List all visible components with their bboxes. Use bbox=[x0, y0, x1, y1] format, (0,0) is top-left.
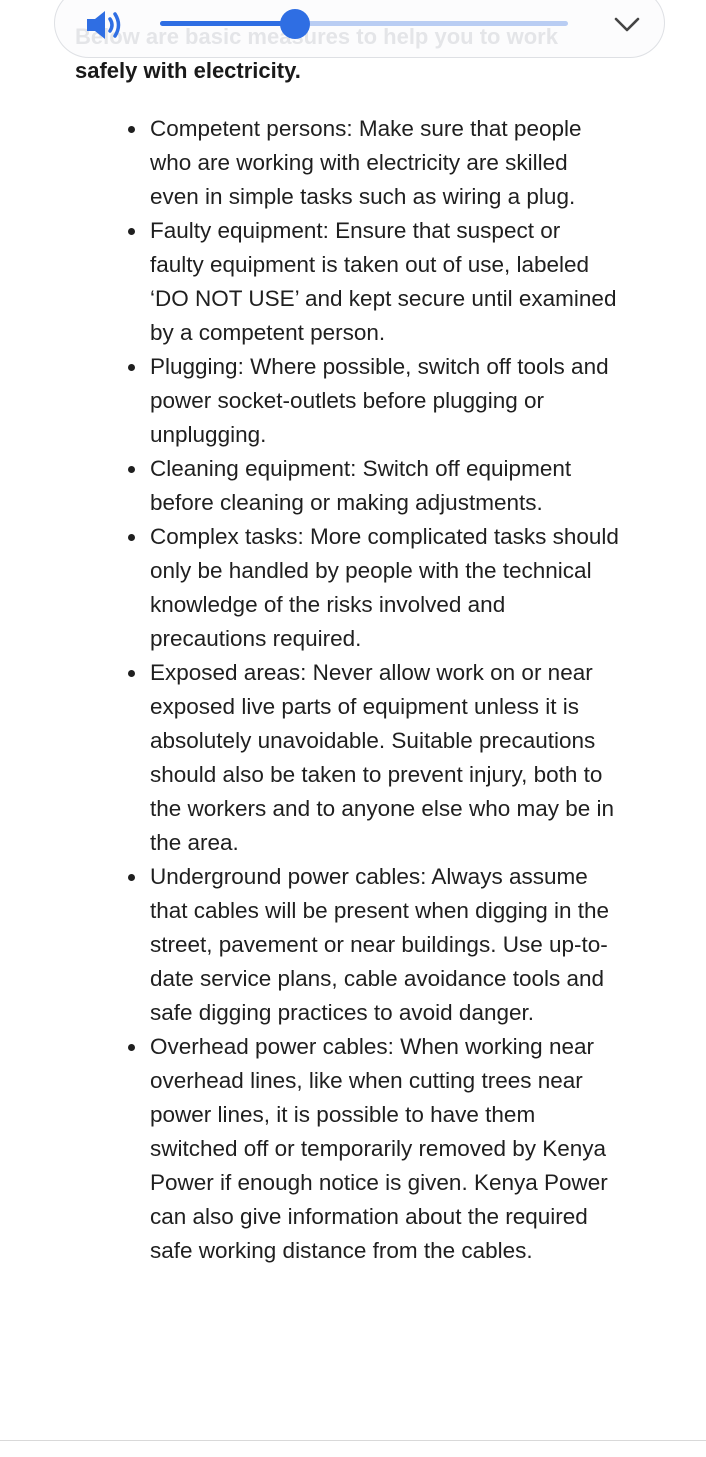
bottom-divider bbox=[0, 1440, 706, 1441]
list-item-faulty-equipment: Faulty equipment: Ensure that suspect or faulty equipment is taken out of use, labeled ‘DO NOT USE’ and kept secure until examined by a competent person. bbox=[150, 214, 620, 350]
list-item-complex-tasks: Complex tasks: More complicated tasks should only be handled by people with the technical knowledge of the risks involved and precautions required. bbox=[150, 520, 620, 656]
list-item-underground-cables: Underground power cables: Always assume that cables will be present when digging in the street, pavement or near buildings. Use up-to-date service plans, cable avoidance tools and safe digging practices to avoid danger. bbox=[150, 860, 620, 1030]
list-item-plugging: Plugging: Where possible, switch off tools and power socket-outlets before plugging or unplugging. bbox=[150, 350, 620, 452]
audio-progress-slider[interactable] bbox=[160, 9, 568, 39]
chevron-down-icon[interactable] bbox=[612, 12, 642, 36]
speaker-volume-icon[interactable] bbox=[84, 8, 126, 42]
list-item-overhead-cables: Overhead power cables: When working near overhead lines, like when cutting trees near power lines, it is possible to have them switched off or temporarily removed by Kenya Power if enough notice is given. Kenya Power can also give information about the required safe working distance from the cables. bbox=[150, 1030, 620, 1268]
slider-fill bbox=[160, 21, 295, 26]
safety-measures-list bbox=[150, 112, 620, 1268]
list-item-cleaning-equipment: Cleaning equipment: Switch off equipment before cleaning or making adjustments. bbox=[150, 452, 620, 520]
intro-text-line-2: safely with electricity. bbox=[75, 58, 301, 83]
slider-thumb[interactable] bbox=[280, 9, 310, 39]
list-item-competent-persons: Competent persons: Make sure that people who are working with electricity are skilled even in simple tasks such as wiring a plug. bbox=[150, 112, 620, 214]
list-item-exposed-areas: Exposed areas: Never allow work on or near exposed live parts of equipment unless it is absolutely unavoidable. Suitable precautions should also be taken to prevent injury, both to the workers and to anyone else who may be in the area. bbox=[150, 656, 620, 860]
